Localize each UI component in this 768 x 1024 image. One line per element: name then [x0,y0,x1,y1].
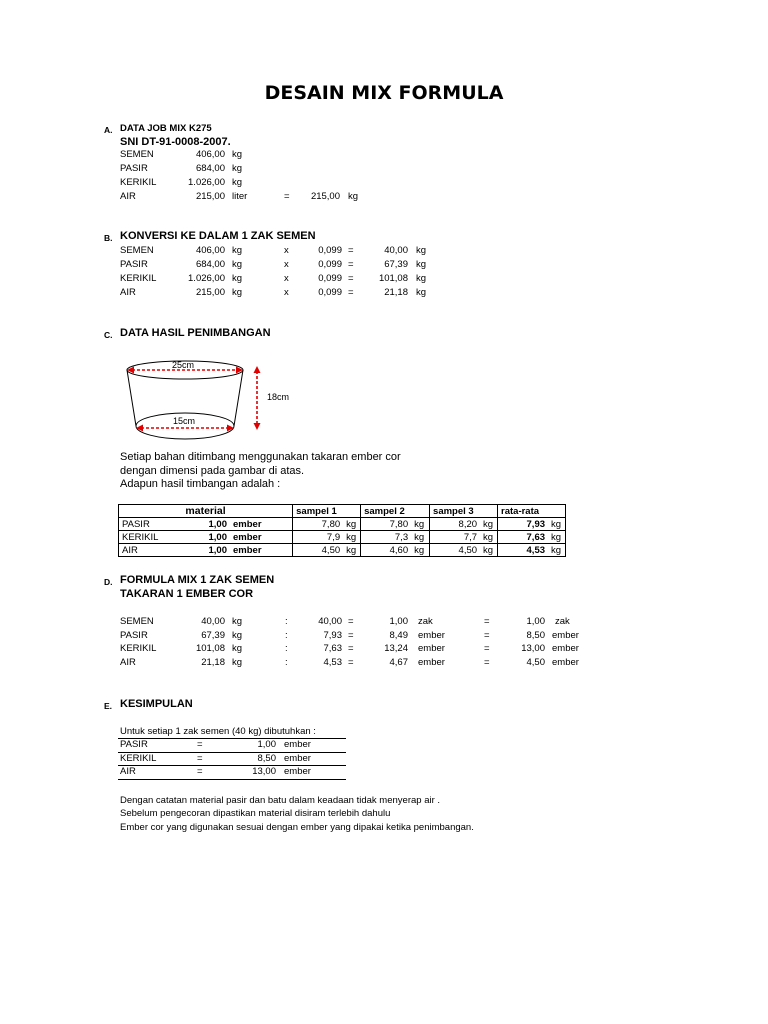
unit: kg [483,531,494,543]
table-header-row [119,505,566,518]
material-name: KERIKIL [120,643,157,654]
table-row [119,518,566,531]
section-b-row [0,259,768,273]
sample-value: 7,80 [321,518,341,530]
section-a-letter: A. [104,125,113,135]
section-c-letter: C. [104,330,113,340]
bucket-diagram [115,352,315,452]
section-a-heading: DATA JOB MIX K275 [120,123,212,134]
section-a-row [0,163,768,177]
material-value: 406,00 [195,149,225,160]
final-value: 8,50 [526,630,545,641]
unit: kg [232,149,243,160]
section-d-row [0,643,768,657]
description-line: Setiap bahan ditimbang menggunakan takaran ember cor [120,451,401,463]
sample-value: 4,60 [389,544,409,556]
unit: kg [232,643,243,654]
unit: kg [346,518,357,530]
multiply-sign: x [284,245,289,256]
material-name: AIR [122,544,138,556]
converted-value: 215,00 [310,191,340,202]
final-unit: ember [552,657,579,668]
divisor: 7,93 [323,630,342,641]
unit: kg [232,657,243,668]
material-name: PASIR [120,163,148,174]
sample-value: 7,80 [389,518,409,530]
section-c-heading: DATA HASIL PENIMBANGAN [120,327,271,339]
unit: kg [416,245,427,256]
section-a-row [0,149,768,163]
value: 13,00 [252,766,276,777]
quantity-unit: ember [233,518,262,530]
equals-sign: = [197,753,203,764]
unit: ember [284,753,311,764]
equals-sign: = [348,287,354,298]
material-value: 101,08 [195,643,225,654]
material-name: SEMEN [120,149,154,160]
material-value: 684,00 [195,259,225,270]
average-value: 7,63 [526,531,546,543]
section-b-letter: B. [104,233,113,243]
final-value: 4,50 [526,657,545,668]
column-header: sampel 3 [430,505,498,518]
equals-sign: = [484,630,490,641]
sample-cell [430,518,498,531]
multiply-sign: x [284,273,289,284]
material-value: 1.026,00 [188,273,225,284]
column-header: rata-rata [498,505,566,518]
unit: kg [414,518,425,530]
final-value: 13,00 [521,643,545,654]
unit: kg [414,544,425,556]
section-b-heading: KONVERSI KE DALAM 1 ZAK SEMEN [120,230,316,242]
conclusion-row [0,753,768,767]
material-name: PASIR [120,739,148,750]
bottom-diameter-label: 15cm [173,416,196,426]
column-header: sampel 2 [361,505,430,518]
material-name: PASIR [122,518,150,530]
result: 1,00 [389,616,408,627]
section-a-row [0,191,768,205]
section-d-row [0,630,768,644]
material-value: 67,39 [201,630,225,641]
unit: kg [551,531,562,543]
sample-cell [293,531,361,544]
section-d-row [0,657,768,671]
material-name: AIR [120,657,136,668]
section-b-row [0,287,768,301]
material-value: 215,00 [195,287,225,298]
material-cell [119,544,293,557]
bucket-outline [127,361,243,439]
divide-sign: : [285,643,288,654]
final-value: 1,00 [526,616,545,627]
unit: ember [284,739,311,750]
average-value: 7,93 [526,518,546,530]
height-label: 18cm [267,392,290,402]
section-b-row [0,245,768,259]
multiply-sign: x [284,287,289,298]
unit: kg [346,544,357,556]
material-name: KERIKIL [120,273,157,284]
note-line: Ember cor yang digunakan sesuai dengan ember yang dipakai ketika penimbangan. [120,822,474,833]
unit: kg [483,544,494,556]
section-d-letter: D. [104,577,113,587]
material-name: KERIKIL [120,753,157,764]
material-name: SEMEN [120,245,154,256]
sample-cell [430,544,498,557]
result-unit: ember [418,657,445,668]
result: 40,00 [384,245,408,256]
equals-sign: = [348,616,354,627]
material-name: AIR [120,287,136,298]
equals-sign: = [348,643,354,654]
unit: ember [284,766,311,777]
average-value: 4,53 [526,544,546,556]
divide-sign: : [285,657,288,668]
average-cell [498,544,566,557]
height-arrow [254,366,261,430]
equals-sign: = [348,245,354,256]
unit: kg [416,273,427,284]
equals-sign: = [348,259,354,270]
sample-value: 7,3 [394,531,409,543]
unit: kg [551,518,562,530]
equals-sign: = [197,766,203,777]
sample-cell [361,518,430,531]
material-name: PASIR [120,259,148,270]
unit: kg [232,245,243,256]
material-value: 21,18 [201,657,225,668]
final-unit: zak [555,616,570,627]
conclusion-intro: Untuk setiap 1 zak semen (40 kg) dibutuhkan : [120,726,316,737]
sample-value: 4,50 [321,544,341,556]
unit: kg [232,287,243,298]
unit: kg [232,259,243,270]
quantity: 1,00 [208,531,227,543]
sample-cell [293,544,361,557]
sample-value: 4,50 [458,544,478,556]
result: 4,67 [389,657,408,668]
unit: kg [346,531,357,543]
material-name: AIR [120,191,136,202]
note-line: Sebelum pengecoran dipastikan material disiram terlebih dahulu [120,808,391,819]
section-d-row [0,616,768,630]
column-header: material [119,505,293,518]
material-value: 215,00 [195,191,225,202]
equals-sign: = [197,739,203,750]
sample-cell [430,531,498,544]
section-a-subheading: SNI DT-91-0008-2007. [120,136,231,148]
sample-cell [361,544,430,557]
factor: 0,099 [318,259,342,270]
final-unit: ember [552,630,579,641]
unit: kg [483,518,494,530]
multiply-sign: x [284,259,289,270]
value: 1,00 [257,739,276,750]
result-unit: ember [418,630,445,641]
average-cell [498,531,566,544]
result-unit: ember [418,643,445,654]
material-cell [119,518,293,531]
unit: kg [232,273,243,284]
average-cell [498,518,566,531]
section-e-heading: KESIMPULAN [120,698,193,710]
section-e-letter: E. [104,701,113,711]
quantity-unit: ember [233,544,262,556]
equals-sign: = [284,191,290,202]
section-a-row [0,177,768,191]
equals-sign: = [348,273,354,284]
result-unit: zak [418,616,433,627]
unit: kg [232,177,243,188]
unit: kg [232,630,243,641]
conclusion-row [0,739,768,753]
equals-sign: = [348,657,354,668]
equals-sign: = [484,643,490,654]
sample-value: 8,20 [458,518,478,530]
material-name: AIR [120,766,136,777]
divisor: 40,00 [318,616,342,627]
section-d-heading: FORMULA MIX 1 ZAK SEMEN [120,574,275,586]
equals-sign: = [484,657,490,668]
unit: kg [414,531,425,543]
result: 8,49 [389,630,408,641]
quantity-unit: ember [233,531,262,543]
final-unit: ember [552,643,579,654]
divisor: 7,63 [323,643,342,654]
unit: kg [232,163,243,174]
material-value: 40,00 [201,616,225,627]
column-header: sampel 1 [293,505,361,518]
table-rule [118,779,346,780]
material-name: PASIR [120,630,148,641]
top-diameter-label: 25cm [172,360,195,370]
sample-value: 7,9 [326,531,341,543]
table-row [119,531,566,544]
quantity: 1,00 [208,518,227,530]
material-value: 684,00 [195,163,225,174]
quantity: 1,00 [208,544,227,556]
description-line: Adapun hasil timbangan adalah : [120,478,281,490]
sample-value: 7,7 [463,531,478,543]
section-d-subheading: TAKARAN 1 EMBER COR [120,588,254,600]
weighing-table [118,504,566,557]
material-name: KERIKIL [120,177,157,188]
material-name: SEMEN [120,616,154,627]
equals-sign: = [484,616,490,627]
material-name: KERIKIL [122,531,159,543]
material-value: 406,00 [195,245,225,256]
material-cell [119,531,293,544]
sample-cell [361,531,430,544]
result: 101,08 [378,273,408,284]
unit: kg [348,191,359,202]
table-row [119,544,566,557]
description-line: dengan dimensi pada gambar di atas. [120,465,305,477]
unit: kg [416,259,427,270]
section-b-row [0,273,768,287]
value: 8,50 [257,753,276,764]
conclusion-row [0,766,768,780]
unit: kg [551,544,562,556]
factor: 0,099 [318,273,342,284]
unit: kg [416,287,427,298]
factor: 0,099 [318,287,342,298]
divide-sign: : [285,616,288,627]
unit: kg [232,616,243,627]
sample-cell [293,518,361,531]
factor: 0,099 [318,245,342,256]
result: 13,24 [384,643,408,654]
divide-sign: : [285,630,288,641]
equals-sign: = [348,630,354,641]
divisor: 4,53 [323,657,342,668]
page-title: DESAIN MIX FORMULA [264,82,504,104]
result: 21,18 [384,287,408,298]
note-line: Dengan catatan material pasir dan batu dalam keadaan tidak menyerap air . [120,795,441,806]
material-value: 1.026,00 [188,177,225,188]
result: 67,39 [384,259,408,270]
unit: liter [232,191,248,202]
